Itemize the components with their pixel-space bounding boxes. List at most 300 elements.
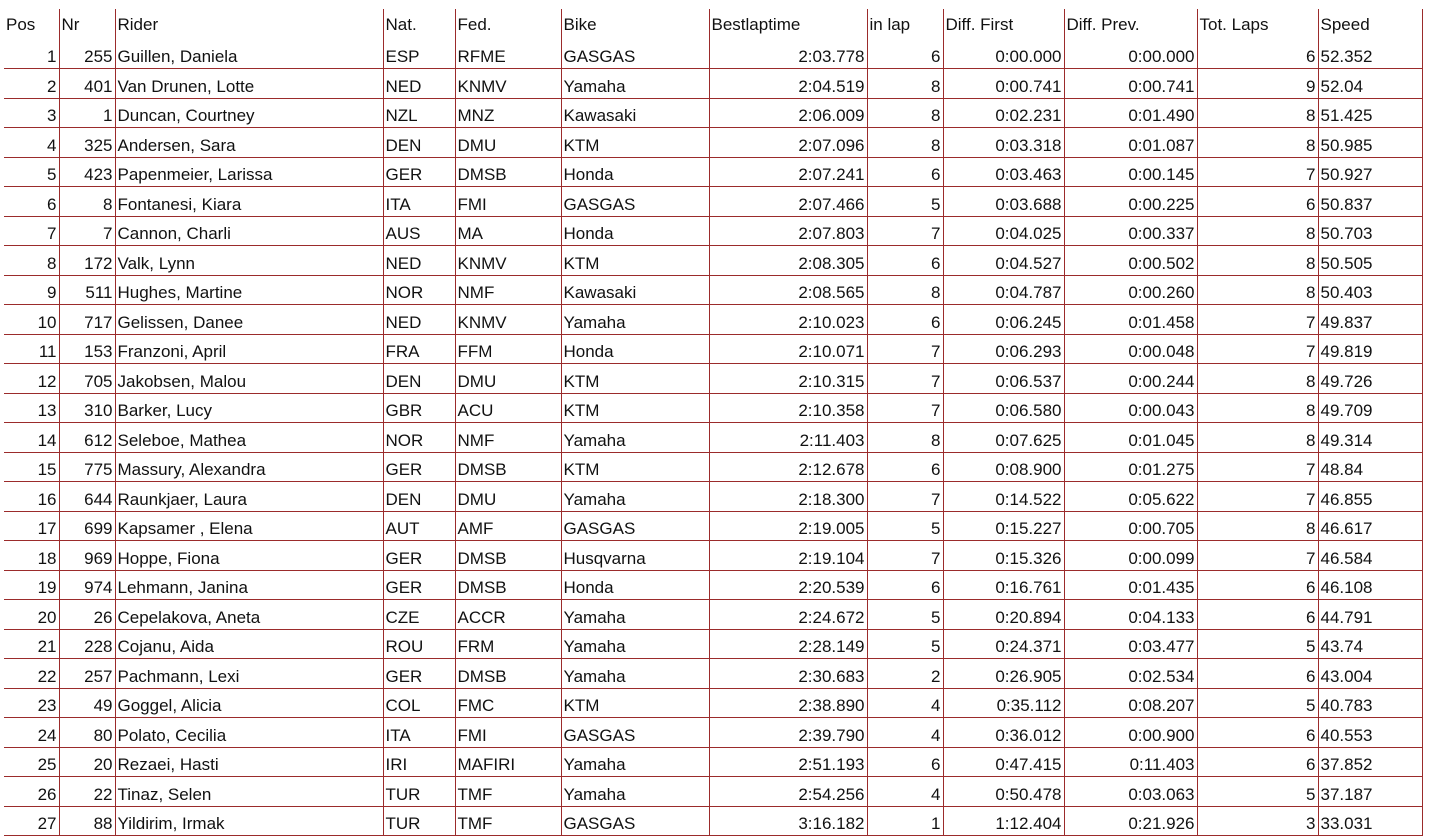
cell-rider: Cojanu, Aida	[115, 629, 383, 659]
cell-diff-prev: 0:03.063	[1064, 777, 1197, 807]
cell-speed: 50.403	[1318, 275, 1422, 305]
cell-pos: 27	[4, 806, 59, 836]
table-row	[4, 128, 1422, 158]
cell-bike: Yamaha	[561, 629, 709, 659]
cell-tot-laps: 8	[1197, 511, 1318, 541]
cell-speed: 50.927	[1318, 157, 1422, 187]
cell-diff-prev: 0:00.741	[1064, 69, 1197, 99]
cell-rider: Kapsamer , Elena	[115, 511, 383, 541]
cell-rider: Fontanesi, Kiara	[115, 187, 383, 217]
column-header-bike: Bike	[561, 9, 709, 39]
table-row	[4, 69, 1422, 99]
cell-rider: Papenmeier, Larissa	[115, 157, 383, 187]
cell-speed: 40.553	[1318, 718, 1422, 748]
cell-fed: DMU	[455, 364, 561, 394]
cell-pos: 16	[4, 482, 59, 512]
cell-bike: Yamaha	[561, 659, 709, 689]
cell-pos: 24	[4, 718, 59, 748]
cell-bestlaptime: 2:10.315	[709, 364, 867, 394]
cell-pos: 4	[4, 128, 59, 158]
cell-in-lap: 7	[867, 393, 943, 423]
cell-bestlaptime: 2:20.539	[709, 570, 867, 600]
cell-speed: 49.726	[1318, 364, 1422, 394]
cell-in-lap: 5	[867, 511, 943, 541]
cell-tot-laps: 7	[1197, 334, 1318, 364]
cell-bike: Yamaha	[561, 482, 709, 512]
column-header-fed: Fed.	[455, 9, 561, 39]
cell-fed: KNMV	[455, 305, 561, 335]
cell-bike: Kawasaki	[561, 275, 709, 305]
cell-diff-first: 0:15.227	[943, 511, 1064, 541]
cell-speed: 49.314	[1318, 423, 1422, 453]
cell-speed: 49.837	[1318, 305, 1422, 335]
cell-in-lap: 5	[867, 629, 943, 659]
cell-tot-laps: 6	[1197, 600, 1318, 630]
cell-diff-first: 0:20.894	[943, 600, 1064, 630]
cell-tot-laps: 8	[1197, 128, 1318, 158]
cell-diff-prev: 0:00.048	[1064, 334, 1197, 364]
cell-bike: KTM	[561, 688, 709, 718]
cell-rider: Cannon, Charli	[115, 216, 383, 246]
table-row	[4, 187, 1422, 217]
cell-diff-first: 0:35.112	[943, 688, 1064, 718]
column-header-nr: Nr	[59, 9, 115, 39]
cell-speed: 48.84	[1318, 452, 1422, 482]
table-row	[4, 157, 1422, 187]
cell-diff-first: 0:14.522	[943, 482, 1064, 512]
table-row	[4, 541, 1422, 571]
cell-pos: 13	[4, 393, 59, 423]
cell-tot-laps: 6	[1197, 187, 1318, 217]
cell-in-lap: 4	[867, 688, 943, 718]
cell-diff-first: 0:03.318	[943, 128, 1064, 158]
cell-speed: 50.703	[1318, 216, 1422, 246]
cell-rider: Duncan, Courtney	[115, 98, 383, 128]
cell-rider: Rezaei, Hasti	[115, 747, 383, 777]
cell-speed: 52.352	[1318, 39, 1422, 69]
cell-pos: 20	[4, 600, 59, 630]
cell-diff-prev: 0:00.225	[1064, 187, 1197, 217]
cell-bike: Husqvarna	[561, 541, 709, 571]
cell-bike: KTM	[561, 452, 709, 482]
cell-pos: 19	[4, 570, 59, 600]
cell-bestlaptime: 2:18.300	[709, 482, 867, 512]
cell-bike: GASGAS	[561, 806, 709, 836]
table-row	[4, 39, 1422, 69]
cell-nat: TUR	[383, 777, 455, 807]
cell-rider: Yildirim, Irmak	[115, 806, 383, 836]
cell-nr: 153	[59, 334, 115, 364]
cell-speed: 50.505	[1318, 246, 1422, 276]
cell-bestlaptime: 3:16.182	[709, 806, 867, 836]
cell-fed: DMSB	[455, 157, 561, 187]
cell-pos: 23	[4, 688, 59, 718]
cell-bestlaptime: 2:38.890	[709, 688, 867, 718]
cell-nat: NED	[383, 246, 455, 276]
cell-pos: 9	[4, 275, 59, 305]
cell-nr: 969	[59, 541, 115, 571]
cell-fed: MA	[455, 216, 561, 246]
cell-pos: 18	[4, 541, 59, 571]
results-table-body	[4, 39, 1422, 836]
cell-nat: ITA	[383, 718, 455, 748]
cell-fed: RFME	[455, 39, 561, 69]
cell-diff-prev: 0:01.458	[1064, 305, 1197, 335]
cell-bestlaptime: 2:07.803	[709, 216, 867, 246]
cell-nat: NED	[383, 69, 455, 99]
cell-in-lap: 8	[867, 98, 943, 128]
cell-speed: 46.617	[1318, 511, 1422, 541]
table-row	[4, 806, 1422, 836]
cell-nat: GER	[383, 157, 455, 187]
cell-fed: DMSB	[455, 659, 561, 689]
cell-rider: Lehmann, Janina	[115, 570, 383, 600]
cell-bestlaptime: 2:19.104	[709, 541, 867, 571]
cell-diff-first: 0:36.012	[943, 718, 1064, 748]
cell-bike: Yamaha	[561, 423, 709, 453]
cell-fed: KNMV	[455, 246, 561, 276]
cell-rider: Goggel, Alicia	[115, 688, 383, 718]
table-row	[4, 688, 1422, 718]
cell-nat: GBR	[383, 393, 455, 423]
cell-diff-first: 0:06.293	[943, 334, 1064, 364]
cell-pos: 3	[4, 98, 59, 128]
cell-rider: Hoppe, Fiona	[115, 541, 383, 571]
results-table-header	[4, 9, 1422, 39]
table-row	[4, 452, 1422, 482]
table-row	[4, 482, 1422, 512]
cell-bike: GASGAS	[561, 187, 709, 217]
cell-speed: 43.74	[1318, 629, 1422, 659]
table-row	[4, 511, 1422, 541]
table-row	[4, 305, 1422, 335]
cell-nr: 423	[59, 157, 115, 187]
cell-tot-laps: 8	[1197, 275, 1318, 305]
cell-fed: FMI	[455, 718, 561, 748]
cell-fed: FRM	[455, 629, 561, 659]
cell-rider: Jakobsen, Malou	[115, 364, 383, 394]
cell-pos: 21	[4, 629, 59, 659]
cell-nat: GER	[383, 570, 455, 600]
cell-diff-prev: 0:01.087	[1064, 128, 1197, 158]
cell-rider: Van Drunen, Lotte	[115, 69, 383, 99]
table-row	[4, 570, 1422, 600]
cell-pos: 8	[4, 246, 59, 276]
column-header-in-lap: in lap	[867, 9, 943, 39]
cell-pos: 1	[4, 39, 59, 69]
cell-in-lap: 7	[867, 364, 943, 394]
cell-pos: 25	[4, 747, 59, 777]
cell-tot-laps: 5	[1197, 629, 1318, 659]
table-row	[4, 718, 1422, 748]
cell-diff-prev: 0:00.099	[1064, 541, 1197, 571]
cell-nat: ESP	[383, 39, 455, 69]
cell-bestlaptime: 2:07.096	[709, 128, 867, 158]
cell-in-lap: 5	[867, 600, 943, 630]
cell-rider: Cepelakova, Aneta	[115, 600, 383, 630]
cell-diff-prev: 0:00.900	[1064, 718, 1197, 748]
cell-fed: KNMV	[455, 69, 561, 99]
cell-nr: 699	[59, 511, 115, 541]
cell-diff-prev: 0:00.043	[1064, 393, 1197, 423]
cell-bike: GASGAS	[561, 39, 709, 69]
cell-diff-prev: 0:00.145	[1064, 157, 1197, 187]
cell-in-lap: 7	[867, 482, 943, 512]
cell-diff-prev: 0:05.622	[1064, 482, 1197, 512]
cell-diff-prev: 0:04.133	[1064, 600, 1197, 630]
cell-diff-first: 0:04.787	[943, 275, 1064, 305]
cell-pos: 6	[4, 187, 59, 217]
cell-nat: ROU	[383, 629, 455, 659]
cell-in-lap: 6	[867, 747, 943, 777]
cell-nr: 20	[59, 747, 115, 777]
cell-in-lap: 6	[867, 39, 943, 69]
cell-nr: 644	[59, 482, 115, 512]
cell-bike: GASGAS	[561, 511, 709, 541]
cell-rider: Hughes, Martine	[115, 275, 383, 305]
cell-nat: DEN	[383, 482, 455, 512]
cell-fed: FMI	[455, 187, 561, 217]
cell-fed: DMU	[455, 128, 561, 158]
cell-in-lap: 4	[867, 718, 943, 748]
cell-tot-laps: 7	[1197, 452, 1318, 482]
cell-nr: 255	[59, 39, 115, 69]
cell-tot-laps: 7	[1197, 541, 1318, 571]
cell-fed: FMC	[455, 688, 561, 718]
cell-nat: NED	[383, 305, 455, 335]
cell-tot-laps: 6	[1197, 718, 1318, 748]
cell-fed: TMF	[455, 806, 561, 836]
cell-nat: DEN	[383, 128, 455, 158]
cell-bestlaptime: 2:03.778	[709, 39, 867, 69]
column-header-diff-prev: Diff. Prev.	[1064, 9, 1197, 39]
cell-fed: DMU	[455, 482, 561, 512]
cell-rider: Andersen, Sara	[115, 128, 383, 158]
table-row	[4, 659, 1422, 689]
table-row	[4, 629, 1422, 659]
table-row	[4, 600, 1422, 630]
cell-pos: 26	[4, 777, 59, 807]
cell-nr: 7	[59, 216, 115, 246]
cell-nat: NOR	[383, 423, 455, 453]
cell-diff-prev: 0:00.705	[1064, 511, 1197, 541]
cell-bestlaptime: 2:19.005	[709, 511, 867, 541]
cell-nat: GER	[383, 541, 455, 571]
cell-fed: AMF	[455, 511, 561, 541]
cell-fed: DMSB	[455, 570, 561, 600]
cell-diff-prev: 0:01.045	[1064, 423, 1197, 453]
cell-bestlaptime: 2:08.565	[709, 275, 867, 305]
cell-in-lap: 5	[867, 187, 943, 217]
cell-speed: 50.985	[1318, 128, 1422, 158]
cell-fed: DMSB	[455, 541, 561, 571]
column-header-nat: Nat.	[383, 9, 455, 39]
cell-nat: AUS	[383, 216, 455, 246]
cell-rider: Polato, Cecilia	[115, 718, 383, 748]
cell-in-lap: 6	[867, 246, 943, 276]
cell-tot-laps: 7	[1197, 157, 1318, 187]
cell-diff-first: 0:02.231	[943, 98, 1064, 128]
cell-diff-prev: 0:11.403	[1064, 747, 1197, 777]
column-header-bestlaptime: Bestlaptime	[709, 9, 867, 39]
cell-nr: 401	[59, 69, 115, 99]
cell-bike: KTM	[561, 393, 709, 423]
cell-diff-prev: 0:03.477	[1064, 629, 1197, 659]
cell-diff-first: 0:03.688	[943, 187, 1064, 217]
cell-nr: 1	[59, 98, 115, 128]
cell-bike: Kawasaki	[561, 98, 709, 128]
column-header-speed: Speed	[1318, 9, 1422, 39]
cell-nr: 612	[59, 423, 115, 453]
cell-diff-first: 0:06.245	[943, 305, 1064, 335]
table-row	[4, 98, 1422, 128]
cell-tot-laps: 8	[1197, 216, 1318, 246]
cell-in-lap: 7	[867, 541, 943, 571]
cell-bike: KTM	[561, 128, 709, 158]
cell-fed: ACU	[455, 393, 561, 423]
cell-nat: TUR	[383, 806, 455, 836]
cell-diff-first: 0:06.537	[943, 364, 1064, 394]
cell-fed: NMF	[455, 275, 561, 305]
cell-diff-prev: 0:00.502	[1064, 246, 1197, 276]
cell-bestlaptime: 2:07.466	[709, 187, 867, 217]
cell-speed: 40.783	[1318, 688, 1422, 718]
cell-bike: Honda	[561, 334, 709, 364]
cell-in-lap: 6	[867, 157, 943, 187]
cell-nat: GER	[383, 659, 455, 689]
cell-bestlaptime: 2:04.519	[709, 69, 867, 99]
table-row	[4, 747, 1422, 777]
cell-bestlaptime: 2:24.672	[709, 600, 867, 630]
cell-rider: Pachmann, Lexi	[115, 659, 383, 689]
cell-nr: 511	[59, 275, 115, 305]
cell-bestlaptime: 2:54.256	[709, 777, 867, 807]
cell-nr: 717	[59, 305, 115, 335]
cell-bike: GASGAS	[561, 718, 709, 748]
table-row	[4, 364, 1422, 394]
cell-tot-laps: 6	[1197, 570, 1318, 600]
cell-tot-laps: 8	[1197, 393, 1318, 423]
cell-nr: 228	[59, 629, 115, 659]
cell-diff-first: 0:07.625	[943, 423, 1064, 453]
cell-rider: Massury, Alexandra	[115, 452, 383, 482]
cell-pos: 7	[4, 216, 59, 246]
cell-rider: Guillen, Daniela	[115, 39, 383, 69]
cell-speed: 33.031	[1318, 806, 1422, 836]
cell-fed: FFM	[455, 334, 561, 364]
table-row	[4, 334, 1422, 364]
cell-speed: 51.425	[1318, 98, 1422, 128]
cell-speed: 46.855	[1318, 482, 1422, 512]
cell-in-lap: 7	[867, 216, 943, 246]
cell-nat: FRA	[383, 334, 455, 364]
cell-bike: Honda	[561, 157, 709, 187]
cell-tot-laps: 6	[1197, 659, 1318, 689]
cell-bestlaptime: 2:51.193	[709, 747, 867, 777]
cell-pos: 10	[4, 305, 59, 335]
cell-tot-laps: 9	[1197, 69, 1318, 99]
cell-pos: 14	[4, 423, 59, 453]
cell-in-lap: 8	[867, 423, 943, 453]
cell-tot-laps: 6	[1197, 39, 1318, 69]
cell-fed: ACCR	[455, 600, 561, 630]
cell-speed: 50.837	[1318, 187, 1422, 217]
cell-nr: 974	[59, 570, 115, 600]
cell-pos: 17	[4, 511, 59, 541]
cell-diff-prev: 0:00.244	[1064, 364, 1197, 394]
cell-bestlaptime: 2:10.071	[709, 334, 867, 364]
header-row	[4, 9, 1422, 39]
cell-nr: 22	[59, 777, 115, 807]
cell-tot-laps: 7	[1197, 482, 1318, 512]
table-row	[4, 423, 1422, 453]
cell-rider: Valk, Lynn	[115, 246, 383, 276]
cell-diff-first: 0:00.741	[943, 69, 1064, 99]
cell-speed: 43.004	[1318, 659, 1422, 689]
column-header-pos: Pos	[4, 9, 59, 39]
cell-bike: Yamaha	[561, 600, 709, 630]
cell-pos: 2	[4, 69, 59, 99]
cell-in-lap: 1	[867, 806, 943, 836]
cell-nat: GER	[383, 452, 455, 482]
cell-tot-laps: 7	[1197, 305, 1318, 335]
cell-diff-prev: 0:01.435	[1064, 570, 1197, 600]
results-table	[4, 9, 1423, 836]
cell-speed: 49.819	[1318, 334, 1422, 364]
cell-tot-laps: 8	[1197, 423, 1318, 453]
cell-diff-first: 1:12.404	[943, 806, 1064, 836]
cell-pos: 11	[4, 334, 59, 364]
cell-bike: Yamaha	[561, 777, 709, 807]
cell-bestlaptime: 2:30.683	[709, 659, 867, 689]
cell-diff-first: 0:03.463	[943, 157, 1064, 187]
cell-nr: 310	[59, 393, 115, 423]
cell-diff-first: 0:04.025	[943, 216, 1064, 246]
cell-nr: 775	[59, 452, 115, 482]
cell-bike: KTM	[561, 364, 709, 394]
cell-bike: Honda	[561, 216, 709, 246]
cell-bike: Yamaha	[561, 69, 709, 99]
table-row	[4, 393, 1422, 423]
cell-nr: 49	[59, 688, 115, 718]
cell-pos: 12	[4, 364, 59, 394]
cell-fed: TMF	[455, 777, 561, 807]
cell-fed: MNZ	[455, 98, 561, 128]
cell-bike: Honda	[561, 570, 709, 600]
cell-in-lap: 6	[867, 452, 943, 482]
cell-in-lap: 8	[867, 128, 943, 158]
cell-nat: DEN	[383, 364, 455, 394]
cell-rider: Franzoni, April	[115, 334, 383, 364]
cell-diff-first: 0:26.905	[943, 659, 1064, 689]
cell-in-lap: 2	[867, 659, 943, 689]
table-row	[4, 777, 1422, 807]
cell-nr: 88	[59, 806, 115, 836]
cell-nat: NOR	[383, 275, 455, 305]
cell-fed: DMSB	[455, 452, 561, 482]
cell-tot-laps: 8	[1197, 98, 1318, 128]
cell-speed: 37.852	[1318, 747, 1422, 777]
cell-bestlaptime: 2:10.023	[709, 305, 867, 335]
cell-speed: 37.187	[1318, 777, 1422, 807]
cell-in-lap: 7	[867, 334, 943, 364]
cell-rider: Seleboe, Mathea	[115, 423, 383, 453]
cell-diff-prev: 0:00.337	[1064, 216, 1197, 246]
cell-diff-first: 0:15.326	[943, 541, 1064, 571]
cell-diff-prev: 0:01.275	[1064, 452, 1197, 482]
cell-bike: Yamaha	[561, 747, 709, 777]
cell-speed: 49.709	[1318, 393, 1422, 423]
